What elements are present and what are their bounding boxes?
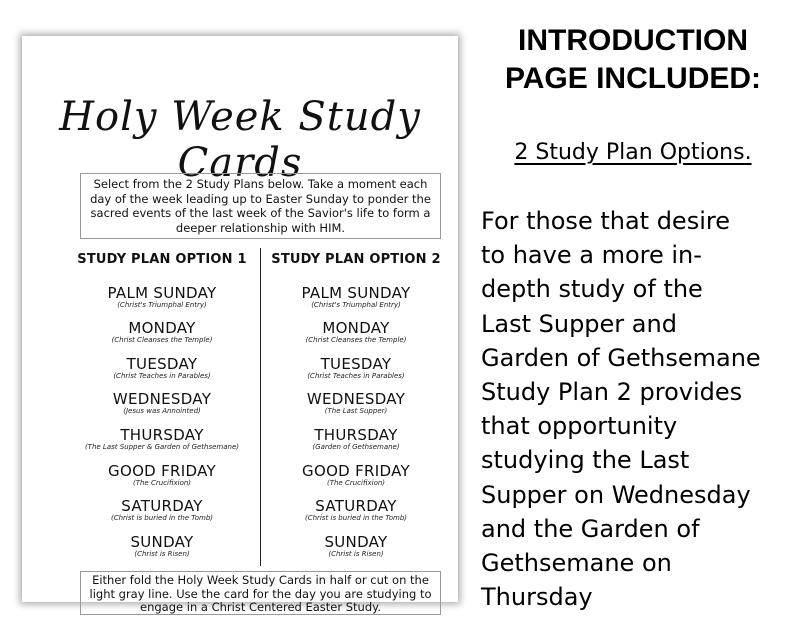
day-name: SUNDAY <box>130 533 194 551</box>
intro-box: Select from the 2 Study Plans below. Take a moment each day of the week leading up to Easter Sunday to ponder the sacred events of the last week of the Savior's life to form a deeper relationship with HIM. <box>80 173 441 239</box>
day-event: (The Last Supper) <box>324 407 388 415</box>
description-line: and the Garden of <box>481 514 700 543</box>
plan2-day-sunday <box>256 534 456 559</box>
day-event: (Christ Cleanses the Temple) <box>305 336 407 344</box>
plan1-day-sunday <box>62 534 262 559</box>
description-line: For those that desire <box>481 207 730 235</box>
day-name: TUESDAY <box>126 355 198 373</box>
description-line: Thursday <box>481 583 593 612</box>
description-line: depth study of the <box>481 275 703 304</box>
instructions-box: Either fold the Holy Week Study Cards in half or cut on the light gray line. Use the card for the day you are studying to engage in a Christ Centered Easter Study. <box>80 571 441 615</box>
day-event: (Christ is Risen) <box>328 550 384 558</box>
description-line: studying the Last <box>481 446 690 475</box>
plan1-day-saturday <box>62 498 262 523</box>
promo-heading <box>472 22 794 98</box>
day-event: (The Crucifixion) <box>132 479 192 487</box>
day-name: SATURDAY <box>121 497 203 515</box>
plan2-day-monday <box>256 320 456 345</box>
promo-heading-line-1: INTRODUCTION <box>518 24 748 57</box>
plan2-day-thursday <box>256 427 456 452</box>
day-event: (Christ Teaches in Parables) <box>113 372 211 380</box>
column-header-option-2: STUDY PLAN OPTION 2 <box>271 252 441 267</box>
promo-description <box>481 204 781 614</box>
plan1-day-good-friday <box>62 463 262 488</box>
plan1-day-monday <box>62 320 262 345</box>
promo-subheading: 2 Study Plan Options. <box>514 140 752 165</box>
description-line: Supper on Wednesday <box>481 480 751 509</box>
day-name: MONDAY <box>128 319 196 337</box>
day-name: WEDNESDAY <box>112 390 212 408</box>
plan1-day-wednesday <box>62 391 262 416</box>
plan1-day-palm-sunday <box>62 285 262 310</box>
plan1-day-tuesday <box>62 356 262 381</box>
day-event: (Christ is buried in the Tomb) <box>305 514 407 522</box>
day-name: GOOD FRIDAY <box>302 462 410 480</box>
plan2-day-good-friday <box>256 463 456 488</box>
day-event: (The Crucifixion) <box>326 479 386 487</box>
study-cards-sheet <box>22 36 458 614</box>
day-event: (The Last Supper & Garden of Gethsemane) <box>84 443 240 451</box>
description-line: Last Supper and <box>481 309 677 338</box>
day-name: WEDNESDAY <box>306 390 406 408</box>
day-name: MONDAY <box>322 319 390 337</box>
day-name: SATURDAY <box>315 497 397 515</box>
day-event: (Christ is buried in the Tomb) <box>111 514 213 522</box>
plan1-day-thursday <box>62 427 262 452</box>
day-event: (Garden of Gethsemane) <box>312 443 400 451</box>
day-name: GOOD FRIDAY <box>108 462 216 480</box>
plan2-day-tuesday <box>256 356 456 381</box>
day-name: SUNDAY <box>324 533 388 551</box>
day-name: PALM SUNDAY <box>301 284 411 302</box>
day-name: THURSDAY <box>120 426 204 444</box>
day-event: (Christ Teaches in Parables) <box>307 372 405 380</box>
day-event: (Christ's Triumphal Entry) <box>311 301 401 309</box>
description-line: Study Plan 2 provides <box>481 378 743 407</box>
description-line: to have a more in- <box>481 241 702 270</box>
promo-heading-line-2: PAGE INCLUDED: <box>504 62 762 95</box>
plan2-day-saturday <box>256 498 456 523</box>
description-line: that opportunity <box>481 412 678 441</box>
plan2-day-wednesday <box>256 391 456 416</box>
day-event: (Christ's Triumphal Entry) <box>117 301 207 309</box>
description-line: Gethsemane on <box>481 549 672 578</box>
day-event: (Christ is Risen) <box>134 550 190 558</box>
day-name: THURSDAY <box>314 426 398 444</box>
description-line: Garden of Gethsemane <box>481 343 761 372</box>
day-name: TUESDAY <box>320 355 392 373</box>
day-event: (Jesus was Annointed) <box>123 407 201 415</box>
sheet-title: Holy Week Study Cards <box>59 94 421 186</box>
day-event: (Christ Cleanses the Temple) <box>111 336 213 344</box>
plan2-day-palm-sunday <box>256 285 456 310</box>
column-header-option-1: STUDY PLAN OPTION 1 <box>77 252 247 267</box>
day-name: PALM SUNDAY <box>107 284 217 302</box>
